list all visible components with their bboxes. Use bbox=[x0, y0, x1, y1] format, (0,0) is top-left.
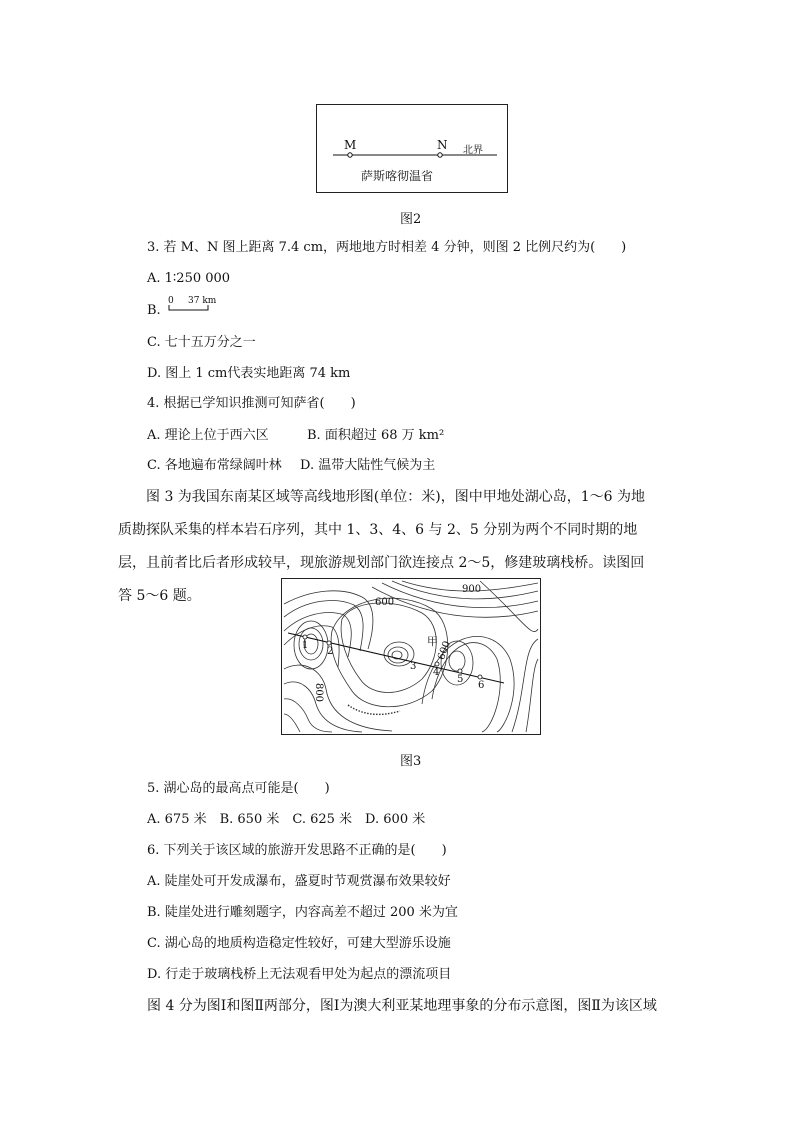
fig4-intro: 图 4 分为图Ⅰ和图Ⅱ两部分，图Ⅰ为澳大利亚某地理事象的分布示意图，图Ⅱ为该区域 bbox=[147, 998, 657, 1014]
contour-label-900: 900 bbox=[462, 584, 482, 595]
sample-point-2 bbox=[327, 641, 331, 645]
q3-stem: 3. 若 M、N 图上距离 7.4 cm，两地地方时相差 4 分钟，则图 2 比例尺约为( ) bbox=[147, 240, 627, 255]
scale-bar bbox=[168, 304, 218, 312]
sample-label-4: 4 bbox=[433, 667, 440, 678]
q3-option-b-scale bbox=[168, 296, 218, 312]
q6-option-b: B. 陡崖处进行雕刻题字，内容高差不超过 200 米为宜 bbox=[147, 905, 458, 920]
sample-point-5 bbox=[458, 669, 462, 673]
q3-option-c: C. 七十五万分之一 bbox=[147, 335, 256, 350]
sample-point-6 bbox=[478, 675, 482, 679]
figure-2-caption: 图2 bbox=[400, 212, 422, 227]
point-n bbox=[438, 153, 442, 157]
figure-2 bbox=[316, 104, 508, 193]
scale-zero: 0 bbox=[168, 296, 174, 306]
scale-dist: 37 km bbox=[188, 296, 217, 306]
figure-3-caption: 图3 bbox=[400, 754, 422, 769]
label-m: M bbox=[344, 138, 357, 152]
q6-option-d: D. 行走于玻璃栈桥上无法观看甲处为起点的漂流项目 bbox=[147, 967, 452, 982]
q4-option-c: C. 各地遍布常绿阔叶林 bbox=[147, 458, 282, 473]
contour-map bbox=[282, 579, 540, 734]
contour-label-800: 800 bbox=[313, 682, 325, 703]
q6-stem: 6. 下列关于该区域的旅游开发思路不正确的是( ) bbox=[147, 843, 447, 858]
q3-option-b-prefix: B. bbox=[147, 303, 161, 318]
sample-label-3: 3 bbox=[410, 661, 417, 672]
label-n: N bbox=[437, 138, 448, 152]
label-jia: 甲 bbox=[427, 635, 438, 648]
label-province: 萨斯喀彻温省 bbox=[361, 169, 434, 183]
figure-3 bbox=[281, 578, 541, 735]
q5-stem: 5. 湖心岛的最高点可能是( ) bbox=[147, 781, 330, 796]
q3-option-a: A. 1∶250 000 bbox=[147, 271, 231, 286]
fig3-intro: 图 3 为我国东南某区域等高线地形图(单位：米)，图中甲地处湖心岛，1～6 为地质勘探队采集的样本岩石序列，其中 1、3、4、6 与 2、5 分别为两个不同时期的地层，且前者比后者形成较早，现旅游规划部门欲连接点 2～5，修建玻璃栈桥。读图回答 5～6 题。 bbox=[118, 489, 645, 604]
sample-point-1 bbox=[303, 635, 307, 639]
q3-option-d: D. 图上 1 cm代表实地距离 74 km bbox=[147, 366, 351, 381]
contour-label-600b: 600 bbox=[436, 639, 453, 662]
q4-option-d: D. 温带大陆性气候为主 bbox=[300, 458, 436, 473]
sample-label-2: 2 bbox=[327, 646, 334, 657]
q3-option-b bbox=[147, 303, 161, 319]
q6-option-a: A. 陡崖处可开发成瀑布，盛夏时节观赏瀑布效果较好 bbox=[147, 874, 451, 889]
q4-option-b: B. 面积超过 68 万 km² bbox=[307, 428, 445, 443]
q5-options: A. 675 米 B. 650 米 C. 625 米 D. 600 米 bbox=[147, 812, 426, 827]
contour-label-600: 600 bbox=[375, 597, 395, 608]
sample-label-1: 1 bbox=[302, 640, 309, 651]
point-m bbox=[348, 153, 352, 157]
sample-label-5: 5 bbox=[457, 674, 464, 685]
q4-stem: 4. 根据已学知识推测可知萨省( ) bbox=[147, 396, 356, 411]
q6-option-c: C. 湖心岛的地质构造稳定性较好，可建大型游乐设施 bbox=[147, 936, 451, 951]
label-north-border: 北界 bbox=[463, 145, 483, 156]
sample-label-6: 6 bbox=[478, 680, 485, 691]
sample-point-3 bbox=[435, 662, 439, 666]
q4-option-a: A. 理论上位于西六区 bbox=[147, 428, 269, 443]
